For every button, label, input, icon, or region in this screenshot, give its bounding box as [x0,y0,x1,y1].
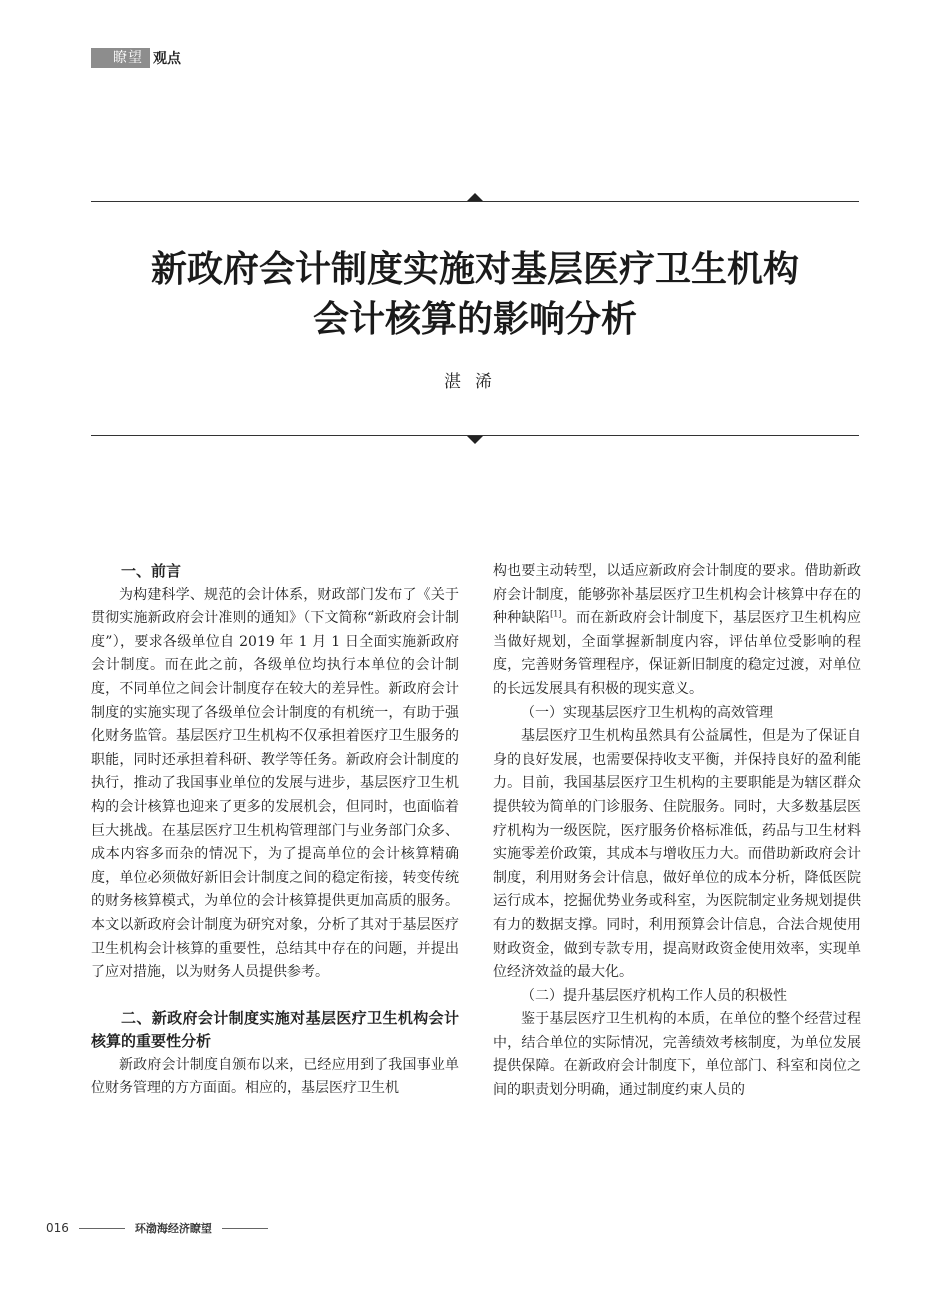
journal-name: 环渤海经济瞭望 [134,1222,212,1235]
heading-introduction: 一、前言 [121,562,182,580]
triangle-down-icon [467,436,483,444]
section-tag: 瞭望 [91,48,150,68]
title-line-2: 会计核算的影响分析 [312,298,637,340]
article-title [91,244,859,344]
paragraph-staff-motivation: 鉴于基层医疗卫生机构的本质，在单位的整个经营过程中，结合单位的实际情况，完善绩效考核制度，为单位发展提供保障。在新政府会计制度下，单位部门、科室和岗位之间的职责划分明确，通过制度约束人员的 [493,1011,861,1099]
subheading-efficient-management: （一）实现基层医疗卫生机构的高效管理 [521,704,773,721]
paragraph-continuation: 构也要主动转型，以适应新政府会计制度的要求。借助新政府会计制度，能够弥补基层医疗卫生机构会计核算中存在的种种缺陷[1]。而在新政府会计制度下，基层医疗卫生机构应当做好规划，全面掌握新制度内容，评估单位受影响的程度，完善财务管理程序，保证新旧制度的稳定过渡，对单位的长远发展具有积极的现实意义。 [493,563,862,697]
footer-rule-left [79,1228,125,1229]
paragraph-intro: 为构建科学、规范的会计体系，财政部门发布了《关于贯彻实施新政府会计准则的通知》（下文简称“新政府会计制度”），要求各级单位自 2019 年 1 月 1 日全面实施新政府会计制度。而在此之前，各级单位均执行本单位的会计制度，不同单位之间会计制度存在较大的差异性。新政府会计制度的实施实现了各级单位会计制度的有机统一，有助于强化财务监管。基层医疗卫生机构不仅承担着医疗卫生服务的职能，同时还承担着科研、教学等任务。新政府会计制度的执行，推动了我国事业单位的发展与进步，基层医疗卫生机构的会计核算也迎来了更多的发展机会，但同时，也面临着巨大挑战。在基层医疗卫生机构管理部门与业务部门众多、成本内容多而杂的情况下，为了提高单位的会计核算精确度，单位必须做好新旧会计制度之间的稳定衔接，转变传统的财务核算模式，为单位的会计核算提供更加高质的服务。本文以新政府会计制度为研究对象，分析了其对于基层医疗卫生机构会计核算的重要性，总结其中存在的问题，并提出了应对措施，以为财务人员提供参考。 [91,586,459,981]
author: 湛浠 [444,372,506,392]
triangle-up-icon [467,193,483,201]
title-line-1: 新政府会计制度实施对基层医疗卫生机构 [150,248,799,290]
citation-1[interactable]: [1] [550,609,562,619]
heading-section-2: 二、新政府会计制度实施对基层医疗卫生机构会计核算的重要性分析 [91,1008,459,1051]
subheading-staff-motivation: （二）提升基层医疗机构工作人员的积极性 [521,987,787,1004]
section-label: 观点 [153,51,181,67]
left-column [91,560,459,1101]
footer-rule-right [222,1228,268,1229]
section-header [91,48,181,68]
page-number: 016 [46,1221,69,1235]
paragraph-section-2: 新政府会计制度自颁布以来，已经应用到了我国事业单位财务管理的方方面面。相应的，基层医疗卫生机 [91,1056,459,1097]
paragraph-efficient-management: 基层医疗卫生机构虽然具有公益属性，但是为了保证自身的良好发展，也需要保持收支平衡，并保持良好的盈利能力。目前，我国基层医疗卫生机构的主要职能是为辖区群众提供较为简单的门诊服务、住院服务。同时，大多数基层医疗机构为一级医院，医疗服务价格标准低，药品与卫生材料实施零差价政策，其成本与增收压力大。而借助新政府会计制度，利用财务会计信息，做好单位的成本分析，降低医院运行成本，挖掘优势业务或科室，为医院制定业务规划提供有力的数据支撑。同时，利用预算会计信息，合法合规使用财政资金，做到专款专用，提高财政资金使用效率，实现单位经济效益的最大化。 [493,728,861,981]
right-column [493,560,861,1103]
page-footer [46,1220,278,1236]
top-divider [91,201,859,202]
